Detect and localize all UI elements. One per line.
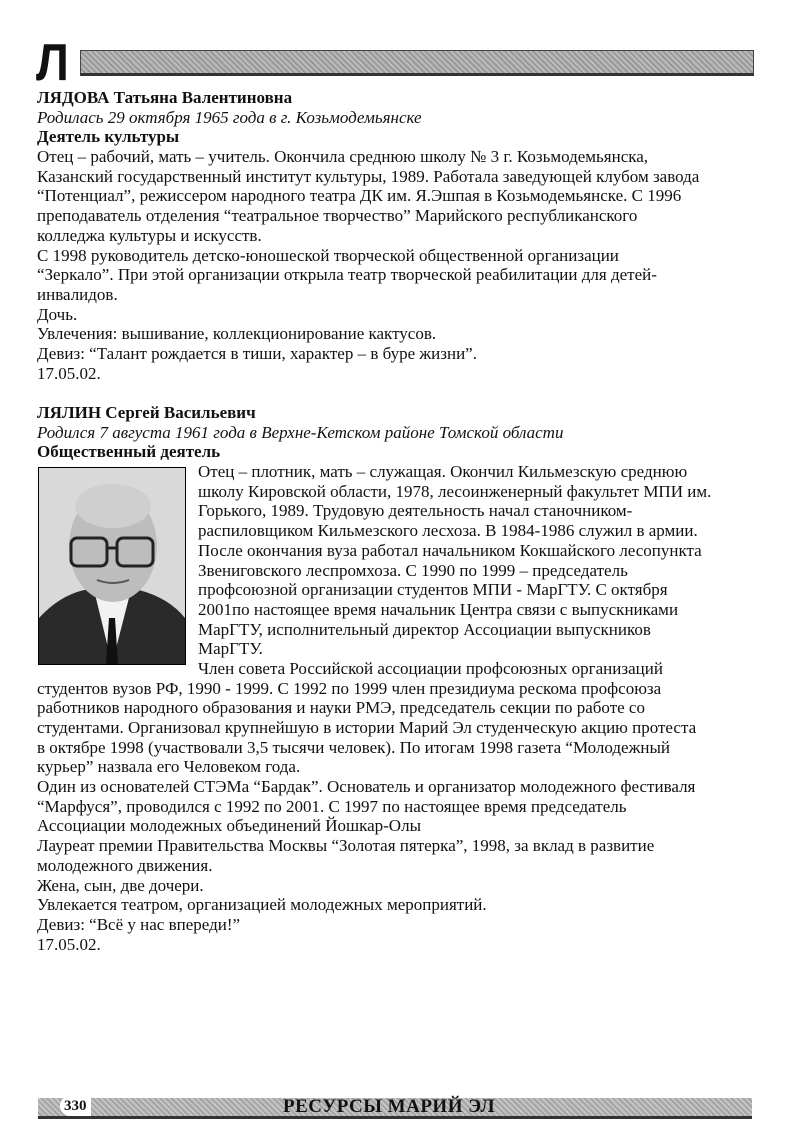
text-line: работников народного образования и науки РМЭ, председатель секции по работе со: [37, 698, 645, 718]
text-line: Увлекается театром, организацией молодежных мероприятий.: [37, 895, 487, 915]
text-line: курьер” назвала его Человеком года.: [37, 757, 301, 777]
text-line: Звениговского леспромхоза. С 1990 по 1999 – председатель: [198, 560, 628, 580]
section-letter: Л: [36, 34, 69, 92]
text-line: Казанский государственный институт культуры, 1989. Работала заведующей клубом завода: [37, 166, 700, 186]
entry-role: Общественный деятель: [37, 442, 221, 462]
text-line: Отец – рабочий, мать – учитель. Окончила среднюю школу № 3 г. Козьмодемьянска,: [37, 147, 649, 167]
text-line: студентами. Организовал крупнейшую в истории Марий Эл студенческую акцию протеста: [37, 718, 697, 737]
text-line: школу Кировской области, 1978, лесоинженерный факультет МПИ им.: [198, 481, 712, 501]
text-line: Один из основателей СТЭМа “Бардак”. Основатель и организатор молодежного фестиваля: [37, 777, 696, 797]
entry-name: ЛЯЛИН Сергей Васильевич: [37, 403, 256, 422]
page-number: 330: [60, 1096, 91, 1116]
text-line: “Зеркало”. При этой организации открыла театр творческой реабилитации для детей-: [37, 265, 657, 285]
text-line: Жена, сын, две дочери.: [37, 875, 204, 895]
text-line: Увлечения: вышивание, коллекционирование кактусов.: [37, 324, 437, 344]
entry-date: 17.05.02.: [37, 934, 101, 954]
entry-name: ЛЯДОВА Татьяна Валентиновна: [37, 88, 293, 107]
text-line: 2001по настоящее время начальник Центра связи с выпускниками: [198, 599, 679, 619]
text-line: молодежного движения.: [37, 855, 213, 875]
entry-date: 17.05.02.: [37, 363, 101, 383]
text-line: После окончания вуза работал начальником Кокшайского лесопункта: [198, 540, 702, 560]
text-line: Девиз: “Талант рождается в тиши, характер – в буре жизни”.: [37, 343, 477, 363]
text-line: Член совета Российской ассоциации профсоюзных организаций: [198, 658, 663, 678]
text-line: Горького, 1989. Трудовую деятельность начал станочником-: [198, 501, 633, 521]
text-line: профсоюзной организации студентов МПИ - МарГТУ. С октября: [198, 580, 668, 600]
entry-birth: Родилась 29 октября 1965 года в г. Козьмодемьянске: [37, 107, 422, 127]
text-line: С 1998 руководитель детско-юношеской творческой общественной организации: [37, 245, 619, 265]
text-line: МарГТУ, исполнительный директор Ассоциации выпускников: [198, 619, 651, 639]
text-line: студентов вузов РФ, 1990 - 1999. С 1992 по 1999 член президиума рескома профсоюза: [37, 678, 662, 698]
text-line: “Марфуся”, проводился с 1992 по 2001. С 1997 по настоящее время председатель: [37, 796, 627, 816]
text-line: Девиз: “Всё у нас впереди!”: [37, 914, 241, 934]
text-line: Дочь.: [37, 304, 78, 324]
header-bar: [80, 50, 754, 76]
text-line: “Потенциал”, режиссером народного театра ДК им. Я.Эшпая в Козьмодемьянске. С 1996: [37, 186, 682, 206]
text-line: Ассоциации молодежных объединений Йошкар-Олы: [37, 816, 421, 836]
running-head: РЕСУРСЫ МАРИЙ ЭЛ: [283, 1096, 496, 1117]
document-body: [37, 88, 757, 954]
entry-role: Деятель культуры: [37, 127, 180, 147]
entry-birth: Родился 7 августа 1961 года в Верхне-Кетском районе Томской области: [37, 422, 564, 442]
text-line: Отец – плотник, мать – служащая. Окончил Кильмезскую среднюю: [198, 462, 688, 482]
footer-bar: [38, 1098, 752, 1119]
text-line: преподаватель отделения “театральное творчество” Марийского республиканского: [37, 206, 638, 226]
text-line: распиловщиком Кильмезского лесхоза. В 1984-1986 служил в армии.: [198, 521, 698, 541]
text-line: МарГТУ.: [198, 639, 263, 659]
text-line: инвалидов.: [37, 284, 118, 304]
entry-lyalin: [37, 403, 757, 954]
text-line: в октябре 1998 (участвовали 3,5 тысячи человек). По итогам 1998 газета “Молодежный: [37, 737, 670, 757]
entry-lyadova: [37, 88, 757, 383]
text-line: Лауреат премии Правительства Москвы “Золотая пятерка”, 1998, за вклад в развитие: [37, 836, 655, 856]
text-line: колледжа культуры и искусств.: [37, 225, 262, 245]
